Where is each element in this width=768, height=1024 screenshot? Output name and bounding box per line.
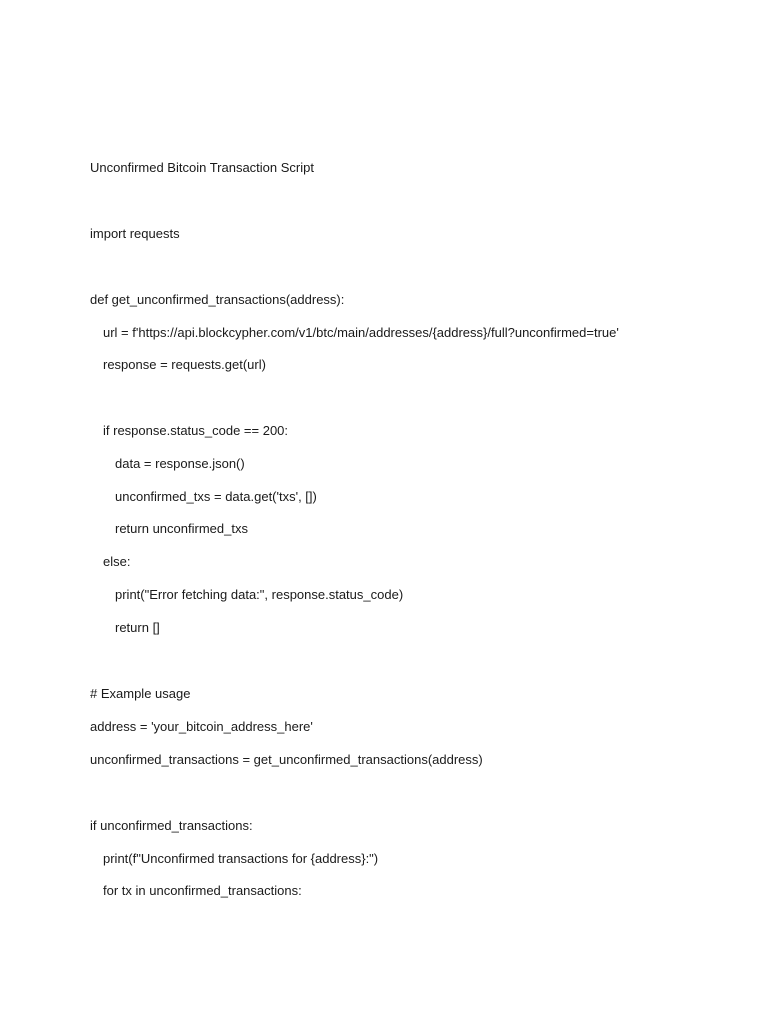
code-line: if response.status_code == 200: (103, 423, 289, 438)
code-line: import requests (90, 226, 180, 241)
code-line: print(f"Unconfirmed transactions for {address}:") (103, 851, 379, 866)
code-line: return unconfirmed_txs (115, 521, 248, 536)
code-line: if unconfirmed_transactions: (90, 818, 253, 833)
code-line: def get_unconfirmed_transactions(address): (90, 292, 345, 307)
code-line: else: (103, 554, 131, 569)
code-line: print("Error fetching data:", response.status_code) (115, 587, 404, 602)
code-line: # Example usage (90, 686, 191, 701)
code-line: unconfirmed_transactions = get_unconfirmed_transactions(address) (90, 752, 483, 767)
document-title: Unconfirmed Bitcoin Transaction Script (90, 160, 314, 175)
code-line: unconfirmed_txs = data.get('txs', []) (115, 489, 317, 504)
code-line: for tx in unconfirmed_transactions: (103, 883, 302, 898)
code-line: response = requests.get(url) (103, 357, 266, 372)
code-line: data = response.json() (115, 456, 245, 471)
code-line: address = 'your_bitcoin_address_here' (90, 719, 313, 734)
code-line: return [] (115, 620, 160, 635)
code-line: url = f'https://api.blockcypher.com/v1/btc/main/addresses/{address}/full?unconfirmed=true' (103, 325, 619, 340)
